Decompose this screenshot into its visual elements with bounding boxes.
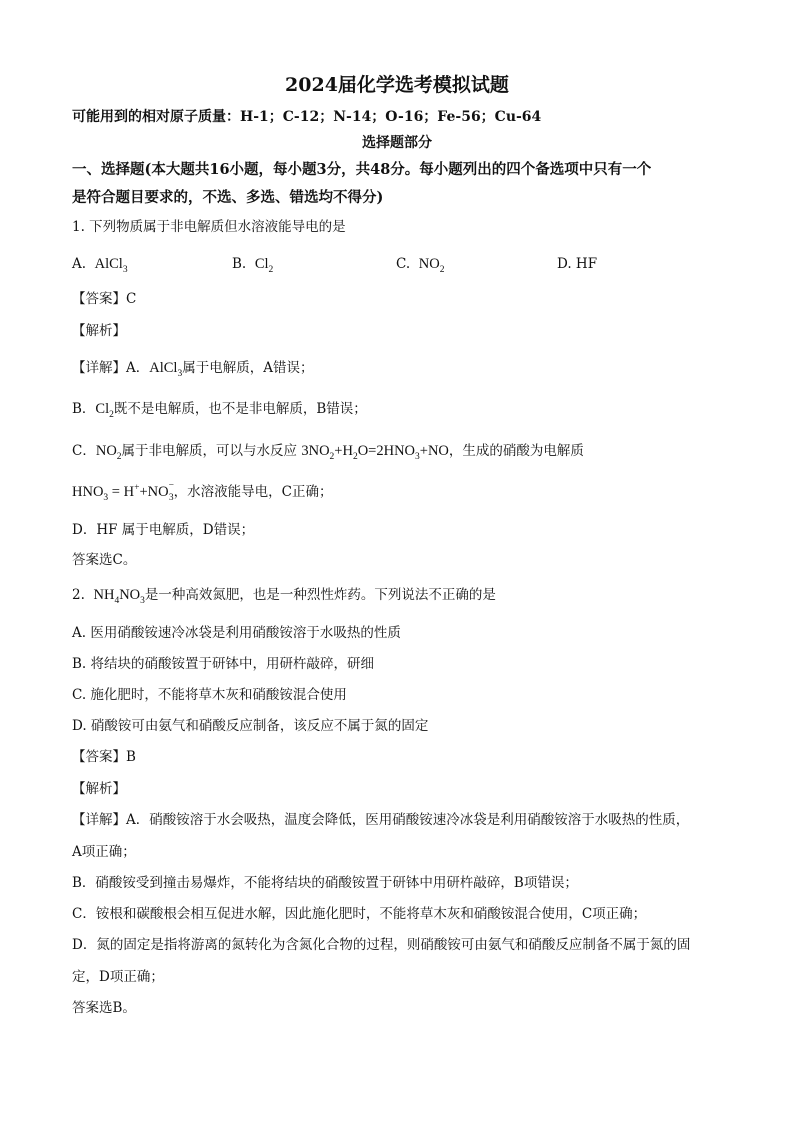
q2-detail-c: C．铵根和碳酸根会相互促进水解，因此施化肥时，不能将草木灰和硝酸铵混合使用，C项正确； bbox=[72, 906, 647, 922]
q2-detail-a-line2: A项正确； bbox=[72, 844, 136, 860]
q2-conclusion: 答案选B。 bbox=[72, 1000, 136, 1016]
q2-option-b: B. 将结块的硝酸铵置于研钵中，用研杵敲碎，研细 bbox=[72, 656, 375, 672]
atomic-masses: 可能用到的相对原子质量：H-1；C-12；N-14；O-16；Fe-56；Cu-64 bbox=[72, 109, 542, 125]
section-title: 选择题部分 bbox=[362, 135, 432, 151]
q1-detail-d: D．HF 属于电解质，D错误； bbox=[72, 522, 255, 538]
q2-detail-d-line2: 定，D项正确； bbox=[72, 969, 164, 985]
q1-option-d: D. HF bbox=[557, 256, 598, 272]
q2-option-a: A. 医用硝酸铵速冷冰袋是利用硝酸铵溶于水吸热的性质 bbox=[72, 625, 401, 641]
q2-detail-a-line1: 【详解】A．硝酸铵溶于水会吸热，温度会降低，医用硝酸铵速冷冰袋是利用硝酸铵溶于水吸热的性质， bbox=[72, 812, 690, 828]
q1-option-c bbox=[396, 255, 444, 273]
q1-detail-a: 【详解】A．AlCl$_3$属于电解质，A错误； bbox=[72, 360, 314, 379]
q1-option-c-formula: $NO_2$ bbox=[418, 256, 445, 275]
reaction-equation: $3NO_2+H_2O=2HNO_3+NO$ bbox=[301, 443, 449, 462]
q2-answer: 【答案】B bbox=[72, 749, 136, 765]
q2-detail-d-line1: D．氮的固定是指将游离的氮转化为含氮化合物的过程，则硝酸铵可由氨气和硝酸反应制备不属于氮的固 bbox=[72, 937, 691, 953]
q2-detail-b: B．硝酸铵受到撞击易爆炸，不能将结块的硝酸铵置于研钵中用研杵敲碎，B项错误； bbox=[72, 875, 578, 891]
q2-stem: 2. $NH_4NO_3$是一种高效氮肥，也是一种烈性炸药。下列说法不正确的是 bbox=[72, 587, 496, 606]
formula-alcl3: AlCl$_3$ bbox=[149, 360, 183, 379]
q1-option-b bbox=[232, 255, 273, 273]
q1-option-b-formula: $Cl_2$ bbox=[254, 256, 274, 275]
q2-analysis-label: 【解析】 bbox=[72, 781, 126, 797]
q2-option-c: C. 施化肥时，不能将草木灰和硝酸铵混合使用 bbox=[72, 687, 347, 703]
q1-detail-c-continued: $HNO_3 = H^++NO^-_3$，水溶液能导电，C正确； bbox=[72, 481, 333, 503]
q1-analysis-label: 【解析】 bbox=[72, 323, 126, 339]
q1-detail-b: B．$Cl_2$既不是电解质，也不是非电解质，B错误； bbox=[72, 401, 367, 420]
q1-option-b-label: B. bbox=[232, 256, 247, 272]
q1-stem: 1. 下列物质属于非电解质但水溶液能导电的是 bbox=[72, 219, 346, 235]
page-title: 2024届化学选考模拟试题 bbox=[285, 74, 509, 96]
q1-detail-c: C．$NO_2$属于非电解质，可以与水反应 $3NO_2+H_2O=2HNO_3+NO$，生成的硝酸为电解质 bbox=[72, 443, 584, 462]
section-instruction-line1: 一、选择题(本大题共16小题，每小题3分，共48分。每小题列出的四个备选项中只有一个 bbox=[72, 161, 652, 178]
formula-nh4no3: $NH_4NO_3$ bbox=[93, 587, 145, 606]
ionization-equation: $HNO_3 = H^++NO^-_3$ bbox=[72, 481, 174, 503]
formula-no2: $NO_2$ bbox=[95, 443, 122, 462]
q1-option-c-label: C. bbox=[396, 256, 411, 272]
q1-conclusion: 答案选C。 bbox=[72, 552, 137, 568]
q2-option-d: D. 硝酸铵可由氨气和硝酸反应制备，该反应不属于氮的固定 bbox=[72, 718, 429, 734]
formula-cl2: $Cl_2$ bbox=[95, 401, 114, 420]
q1-option-a bbox=[72, 255, 128, 273]
section-instruction-line2: 是符合题目要求的，不选、多选、错选均不得分) bbox=[72, 189, 384, 206]
q1-option-a-label: A. bbox=[72, 256, 87, 272]
q1-option-a-formula: AlCl$_3$ bbox=[94, 256, 128, 275]
q1-answer: 【答案】C bbox=[72, 291, 137, 307]
